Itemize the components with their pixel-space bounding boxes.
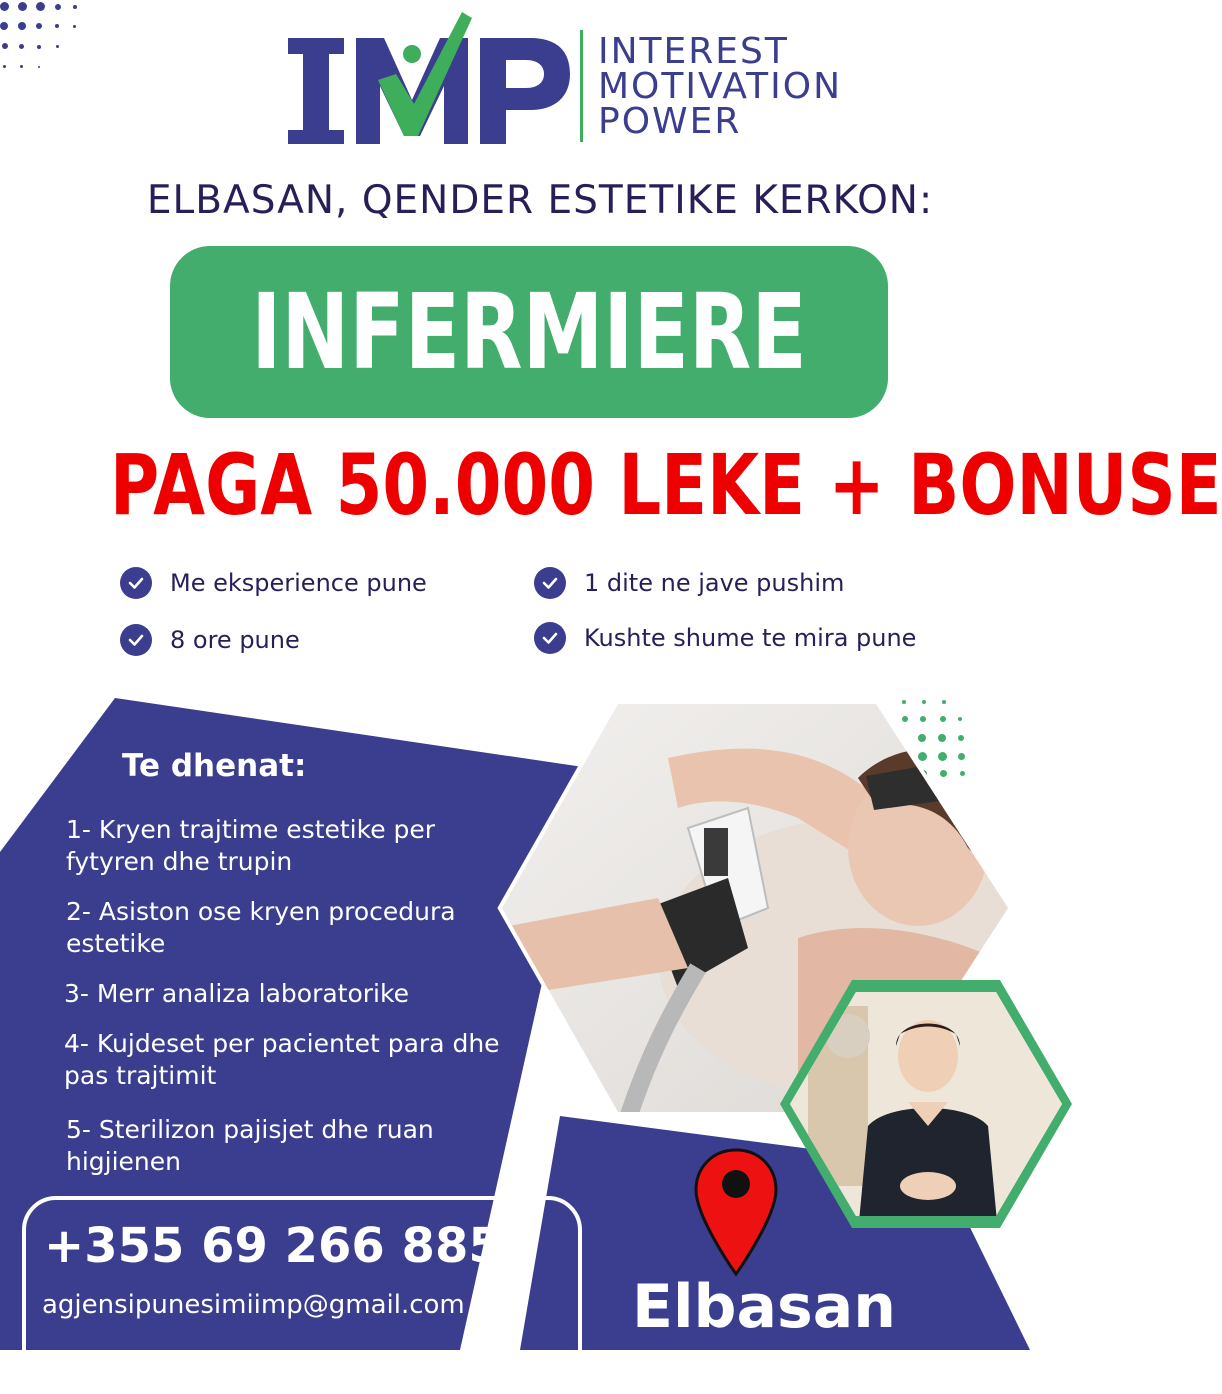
- phone-number[interactable]: +355 69 266 8855: [44, 1218, 536, 1274]
- logo-word-power: POWER: [598, 101, 742, 142]
- role-title: INFERMIERE: [251, 271, 807, 393]
- city-label: Elbasan: [632, 1272, 896, 1342]
- check-circle-icon: [534, 567, 566, 599]
- task-item: 4- Kujdeset per pacientet para dhe pas trajtimit: [64, 1029, 500, 1090]
- check-circle-icon: [120, 567, 152, 599]
- logo-wordmark: [598, 31, 843, 142]
- benefit-item: [534, 563, 844, 603]
- task-item: 1- Kryen trajtime estetike per fytyren dhe trupin: [66, 815, 436, 876]
- logo-word-interest: INTEREST: [598, 31, 789, 72]
- salary-text: PAGA 50.000 LEKE + BONUSE: [110, 436, 1222, 534]
- task-item: 3- Merr analiza laboratorike: [64, 979, 409, 1008]
- benefit-label: 8 ore pune: [170, 626, 300, 654]
- logo-divider: [580, 30, 583, 142]
- email-address[interactable]: agjensipunesimiimp@gmail.com: [42, 1290, 465, 1320]
- check-circle-icon: [534, 622, 566, 654]
- map-pin-icon: [692, 1146, 780, 1278]
- imp-logo-icon: [284, 8, 574, 148]
- benefit-item: [120, 620, 300, 660]
- headline: ELBASAN, QENDER ESTETIKE KERKON:: [146, 178, 934, 223]
- benefit-item: [534, 618, 916, 658]
- task-item: 5- Sterilizon pajisjet dhe ruan higjienen: [66, 1115, 434, 1176]
- benefit-label: Kushte shume te mira pune: [584, 624, 917, 652]
- nurse-photo: [778, 976, 1074, 1232]
- benefit-label: 1 dite ne jave pushim: [584, 569, 845, 597]
- logo-word-motivation: MOTIVATION: [598, 66, 843, 107]
- task-item: 2- Asiston ose kryen procedura estetike: [66, 897, 456, 958]
- details-title: Te dhenat:: [122, 748, 307, 784]
- benefit-item: [120, 563, 427, 603]
- benefit-label: Me eksperience pune: [170, 569, 427, 597]
- check-circle-icon: [120, 624, 152, 656]
